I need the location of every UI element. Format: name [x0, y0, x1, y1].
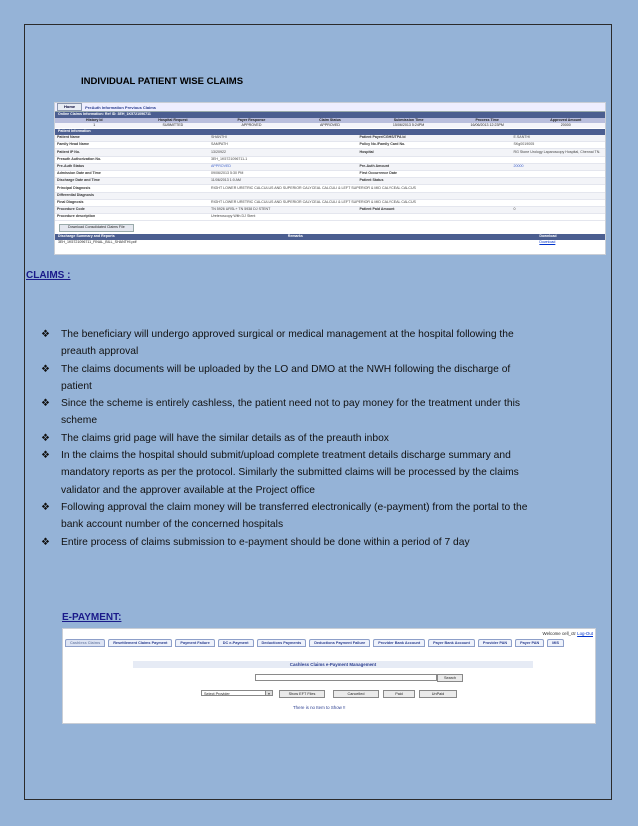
field-label: Preauth Authorization No.	[55, 156, 209, 163]
unpaid-button[interactable]: UnPaid	[419, 690, 457, 698]
field-label	[358, 214, 512, 221]
claims-bullet-list	[41, 326, 601, 551]
table-row	[55, 206, 605, 213]
field-value: SKg0019005	[512, 142, 606, 149]
field-label: Admission Date and Time	[55, 170, 209, 177]
field-label: Procedure Code	[55, 206, 209, 213]
list-item	[41, 499, 601, 534]
tab-provider-pan[interactable]: Provider PAN	[478, 639, 512, 647]
bullet-text-line: The claims documents will be uploaded by the LO and DMO at the NWH following the discharge of	[61, 363, 511, 375]
bullet-text-line: Entire process of claims submission to e-payment should be done within a period of 7 day	[61, 536, 470, 548]
field-label	[358, 192, 512, 199]
claim-column-header: Process Time	[475, 117, 499, 122]
field-label: Principal Diagnosis	[55, 185, 209, 192]
field-label: Patient Payer/CGHS/TPA Id	[358, 135, 512, 142]
tab-deductions-payments[interactable]: Deductions Payments	[257, 639, 307, 647]
field-label: Pre-Auth Status	[55, 163, 209, 170]
table-row	[55, 170, 605, 177]
claim-cell: APPROVED	[241, 122, 262, 127]
field-label: Differential Diagnosis	[55, 192, 209, 199]
ds-header-remarks: Remarks	[287, 234, 303, 239]
show-eft-files-button[interactable]: Show EFT Files	[279, 690, 325, 698]
table-row	[55, 192, 605, 199]
field-label: Policy No./Family Card No.	[358, 142, 512, 149]
field-value: APPROVED	[209, 163, 358, 170]
field-value: RIGHT LOWER URETRIC CALCULUS AND SUPERIOR CALYCEAL CALCULI & LEFT SUPERIOR & MID CALYCEAL CALCUS	[209, 199, 605, 206]
field-value: SAMPATH	[209, 142, 358, 149]
field-label: Pre-Auth Amount	[358, 163, 512, 170]
field-value: 0	[512, 206, 606, 213]
field-value	[512, 178, 606, 185]
claims-info-header: Online Claims Information: Ref ID: 3EH_1K5721096711	[55, 112, 605, 118]
welcome-bar	[543, 631, 593, 636]
field-label: First Occurrence Date	[358, 170, 512, 177]
tab-mis[interactable]: MIS	[547, 639, 564, 647]
field-value	[512, 170, 606, 177]
field-label: Patient IP No.	[55, 149, 209, 156]
provider-select[interactable]	[201, 690, 273, 696]
bullet-text-line: In the claims the hospital should submit/upload complete treatment details discharge summary and	[61, 450, 511, 462]
field-label	[358, 156, 512, 163]
ds-download-link[interactable]: Download	[539, 240, 556, 245]
claim-column-header: Claim Status	[319, 117, 341, 122]
download-consolidated-button[interactable]: Download Consolidated Claims File	[59, 224, 134, 232]
tab-payer-pan[interactable]: Payer PAN	[515, 639, 544, 647]
epayment-section-title: Cashless Claims e-Payment Management	[133, 661, 533, 668]
claim-column-header: Payer Response	[237, 117, 266, 122]
provider-select-value: Select Provider	[204, 692, 230, 696]
bullet-text-line: The beneficiary will undergo approved surgical or medical management at the hospital following the	[61, 329, 514, 340]
search-input[interactable]	[255, 674, 437, 681]
field-value: RIGHT LOWER URETRIC CALCULUS AND SUPERIOR CALYCEAL CALCULI & LEFT SUPERIOR & MID CALYCEAL CALCUS	[209, 185, 605, 192]
field-label: Procedure description	[55, 214, 209, 221]
field-label: Discharge Date and Time	[55, 178, 209, 185]
tab-payer-bank-account[interactable]: Payer Bank Account	[428, 639, 475, 647]
claim-cell: SUBMITTED	[162, 122, 184, 127]
list-item	[41, 430, 601, 447]
epayment-screenshot	[62, 628, 596, 724]
bullet-text-line: validator and the approver available at the Project office	[61, 484, 315, 496]
tab-payment-failure[interactable]: Payment Failure	[175, 639, 214, 647]
claim-column-header: Approved Amount	[550, 117, 582, 122]
field-label: Hospital	[358, 149, 512, 156]
diamond-bullet-icon: ❖	[41, 329, 50, 340]
logout-link[interactable]: Log-Out	[577, 631, 593, 636]
field-value: 09/06/2013 5:30 PM	[209, 170, 358, 177]
bullet-text-line: scheme	[61, 415, 98, 427]
list-item	[41, 326, 601, 361]
table-row	[55, 214, 605, 221]
claim-cell: 16/06/2013 12:23PM	[470, 122, 504, 127]
claim-cell: 15/06/2013 5:24PM	[392, 122, 425, 127]
no-items-message: There is no Item to Show !!	[293, 705, 346, 710]
tab-cashless-claims[interactable]: Cashless Claims	[65, 639, 105, 647]
claim-cell: 20000	[560, 122, 571, 127]
search-button[interactable]: Search	[437, 674, 463, 682]
epayment-tabs	[65, 639, 585, 647]
tab-links[interactable]: PreAuth Information Previous Claims	[85, 105, 157, 110]
diamond-bullet-icon: ❖	[41, 363, 50, 375]
table-row	[55, 156, 605, 163]
field-value	[512, 214, 606, 221]
epayment-heading: E-PAYMENT:	[62, 612, 122, 623]
page-title: INDIVIDUAL PATIENT WISE CLAIMS	[81, 76, 244, 87]
field-value: TN 5926 URSL+ TN 5938 DJ STENT	[209, 206, 358, 213]
cancelled-button[interactable]: Cancelled	[333, 690, 379, 698]
bullet-text-line: The claims grid page will have the similar details as of the preauth inbox	[61, 432, 389, 444]
field-label: Family Head Name	[55, 142, 209, 149]
claims-detail-screenshot	[54, 102, 606, 255]
field-value: RG Stone Urology Laparoscopy Hospital, Chennai TN.	[512, 149, 606, 156]
diamond-bullet-icon: ❖	[41, 450, 50, 462]
bullet-text-line: mandatory reports as per the protocol. Similarly the submitted claims will be processed by the claims	[61, 467, 519, 479]
diamond-bullet-icon: ❖	[41, 501, 50, 513]
table-row	[55, 178, 605, 185]
claim-column-header: Submission Time	[393, 117, 424, 122]
discharge-summary-row	[55, 240, 605, 246]
tab-provider-bank-account[interactable]: Provider Bank Account	[373, 639, 425, 647]
field-value: SHANTHI	[209, 135, 358, 142]
diamond-bullet-icon: ❖	[41, 432, 50, 444]
field-value: 13/20922	[209, 149, 358, 156]
field-value: 20000	[512, 163, 606, 170]
chevron-down-icon: ▼	[265, 691, 272, 695]
claim-column-header: History Id	[86, 117, 103, 122]
bullet-text-line: bank account number of the concerned hospitals	[61, 519, 284, 531]
diamond-bullet-icon: ❖	[41, 398, 50, 410]
field-label: Patient Name	[55, 135, 209, 142]
tab-bar	[55, 103, 605, 112]
claim-cell: APPROVED	[320, 122, 341, 127]
table-row	[55, 199, 605, 206]
field-label: Final Diagnosis	[55, 199, 209, 206]
bullet-text-line: preauth approval	[61, 346, 139, 358]
field-value	[209, 192, 358, 199]
tab-dc-e-payment[interactable]: DC e-Payment	[218, 639, 254, 647]
field-value: 3EH_1K5721096711-1	[209, 156, 358, 163]
patient-info-header: Patient Information	[55, 129, 605, 135]
bullet-text-line: Following approval the claim money will be transferred electronically (e-payment) from the portal to the	[61, 501, 528, 513]
table-row	[55, 149, 605, 156]
tab-home[interactable]: Home	[57, 103, 82, 111]
field-value	[512, 192, 606, 199]
list-item	[41, 361, 601, 396]
list-item	[41, 395, 601, 430]
field-value: E.SANTHI	[512, 135, 606, 142]
bullet-text-line: patient	[61, 380, 92, 392]
paid-button[interactable]: Paid	[383, 690, 415, 698]
patient-info-table	[55, 135, 605, 221]
diamond-bullet-icon: ❖	[41, 536, 50, 548]
table-row	[55, 185, 605, 192]
field-value: 11/06/2013 1:0 AM	[209, 178, 358, 185]
claims-heading: CLAIMS :	[26, 270, 71, 281]
claims-row	[55, 123, 605, 128]
tab-deductions-payment-failure[interactable]: Deductions Payment Failure	[309, 639, 370, 647]
field-label: Patient Paid Amount	[358, 206, 512, 213]
table-row	[55, 135, 605, 142]
ds-file-name: 3EH_1K5721096711_FINAL_BILL_SHANTHI.pdf	[58, 240, 137, 245]
table-row	[55, 142, 605, 149]
list-item	[41, 534, 601, 551]
ds-header-summary: Discharge Summary and Reports	[58, 234, 115, 239]
field-label: Patient Status	[358, 178, 512, 185]
bullet-text-line: Since the scheme is entirely cashless, the patient need not to pay money for the treatment under this	[61, 398, 521, 410]
field-value	[512, 156, 606, 163]
field-value: Ureteroscopy With DJ Stent	[209, 214, 358, 221]
list-item	[41, 447, 601, 499]
welcome-text: Welcome cell_ctr	[542, 631, 576, 636]
claim-cell: 1	[93, 122, 96, 127]
ds-header-download: Download	[539, 234, 557, 239]
tab-resettlement-claims-payment[interactable]: Resettlement Claims Payment	[108, 639, 172, 647]
claim-column-header: Hospital Request	[158, 117, 188, 122]
table-row	[55, 163, 605, 170]
